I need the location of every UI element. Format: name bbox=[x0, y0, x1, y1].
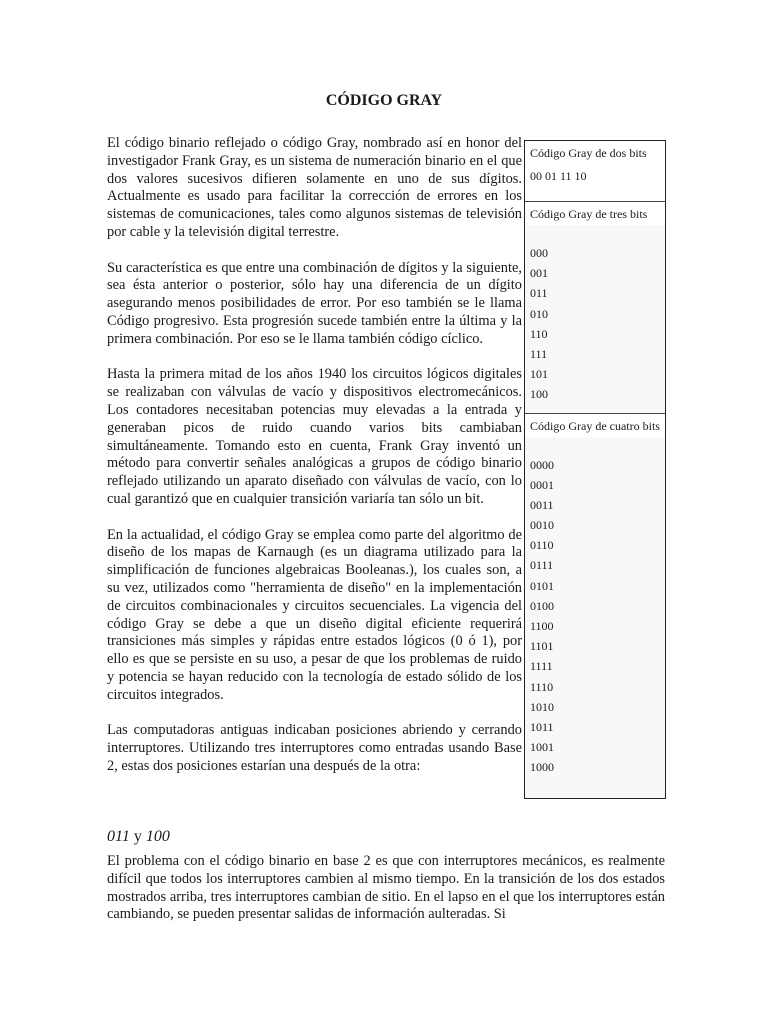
gray-code-item: 011 bbox=[530, 286, 548, 301]
paragraph: Las computadoras antiguas indicaban posiciones abriendo y cerrando interruptores. Utilizando tres interruptores como entradas usando Base 2, estas dos posiciones estarían una después de la otra: bbox=[107, 722, 522, 774]
gray-code-item: 1000 bbox=[530, 760, 554, 775]
two-bit-title: Código Gray de dos bits bbox=[530, 146, 647, 160]
final-paragraph: El problema con el código binario en base 2 es que con interruptores mecánicos, es realmente difícil que todos los interruptores cambien al mismo tiempo. En la transición de los dos estados mostrados arriba, tres interruptores cambian de sitio. En el lapso en el que los interruptores están cambiando, se pueden presentar salidas de información aulteradas. Si bbox=[107, 853, 665, 923]
gray-code-item: 101 bbox=[530, 367, 548, 382]
three-bit-title: Código Gray de tres bits bbox=[530, 207, 648, 221]
page-title: CÓDIGO GRAY bbox=[325, 92, 443, 109]
gray-code-sidebox bbox=[524, 140, 666, 799]
four-bit-section bbox=[525, 413, 665, 798]
gray-code-item: 1011 bbox=[530, 719, 554, 734]
paragraph: En la actualidad, el código Gray se emplea como parte del algoritmo de diseño de los mapas de Karnaugh (es un diagrama utilizado para la simplificación de funciones algebraicas Booleanas.), los cuales son, a su vez, utilizados como "herramienta de diseño" en la implementación de circuitos combinacionales y circuitos secuenciales. La vigencia del código Gray se debe a que un diseño digital eficiente requerirá transiciones más simples y rápidas entre estados lógicos (0 ó 1), por ello es que se persiste en su uso, a pesar de que los problemas de ruido y potencia se hayan reducido con la tecnología de estado sólido de los circuitos integrados. bbox=[107, 526, 522, 703]
gray-code-item: 0100 bbox=[530, 598, 554, 613]
paragraph: Su característica es que entre una combinación de dígitos y la siguiente, sea ésta anterior o posterior, sólo hay una diferencia de un dígito asegurando menos posibilidades de error. Por eso también se le llama Código progresivo. Esta progresión sucede también entre la última y la primera combinación. Por eso se le llama también código cíclico. bbox=[107, 259, 522, 347]
three-bit-section bbox=[525, 201, 665, 413]
body-column bbox=[107, 135, 522, 793]
gray-code-item: 0101 bbox=[530, 578, 554, 593]
gray-code-item: 0000 bbox=[530, 457, 554, 472]
three-bit-list bbox=[525, 225, 665, 413]
paragraph: Hasta la primera mitad de los años 1940 los circuitos lógicos digitales se realizaban con válvulas de vacío y dispositivos electromecánicos. Los contadores necesitaban potencias muy elevadas a la entrada y generaban picos de ruido cuando varios bits cambiaban simultáneamente. Tomando esto en cuenta, Frank Gray inventó un método para convertir señales analógicas a grupos de código binario reflejado utilizando un aparato diseñado con válvulas de vacío, con lo cual garantizó que en cualquier transición variaría tan sólo un bit. bbox=[107, 366, 522, 507]
gray-code-item: 000 bbox=[530, 246, 548, 260]
example-code-b: 100 bbox=[145, 828, 170, 845]
example-joiner: y bbox=[129, 828, 146, 845]
gray-code-item: 110 bbox=[530, 326, 548, 341]
gray-code-item: 0001 bbox=[530, 477, 554, 492]
gray-code-item: 0010 bbox=[530, 518, 554, 533]
four-bit-title: Código Gray de cuatro bits bbox=[530, 418, 660, 433]
gray-code-item: 1100 bbox=[530, 619, 554, 633]
gray-code-item: 1101 bbox=[530, 639, 554, 654]
gray-code-item: 1111 bbox=[530, 659, 553, 674]
gray-code-item: 100 bbox=[530, 387, 548, 402]
gray-code-item: 010 bbox=[530, 306, 548, 321]
gray-code-item: 0110 bbox=[530, 538, 554, 553]
gray-code-item: 1110 bbox=[530, 679, 554, 694]
example-code-a: 011 bbox=[107, 828, 130, 845]
gray-code-item: 111 bbox=[530, 346, 548, 361]
gray-code-item: 1001 bbox=[530, 740, 554, 755]
two-bit-codes: 00 01 11 10 bbox=[525, 164, 665, 201]
example-heading bbox=[107, 828, 170, 846]
gray-code-item: 1010 bbox=[530, 699, 554, 714]
two-bit-section bbox=[525, 141, 665, 201]
gray-code-item: 001 bbox=[530, 266, 548, 281]
paragraph: El código binario reflejado o código Gray, nombrado así en honor del investigador Frank Gray, es un sistema de numeración binario en el que dos valores sucesivos difieren solamente en uno de sus dígitos. Actualmente es usado para facilitar la corrección de errores en los sistemas de comunicaciones, tales como algunos sistemas de televisión por cable y la televisión digital terrestre. bbox=[107, 135, 522, 240]
four-bit-list bbox=[525, 437, 665, 798]
gray-code-item: 0011 bbox=[530, 497, 554, 512]
gray-code-item: 0111 bbox=[530, 558, 554, 573]
